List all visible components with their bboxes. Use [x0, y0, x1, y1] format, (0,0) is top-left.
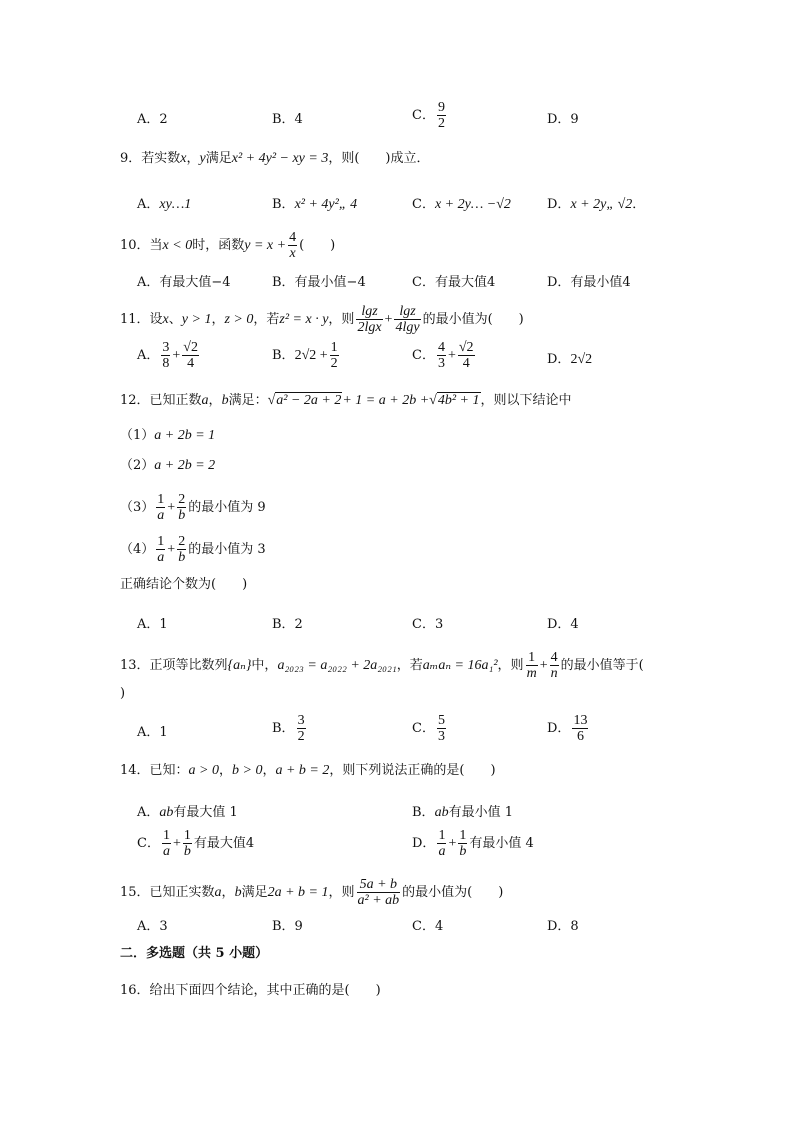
q14-option-c: C． $\frac{1}{a}$ + $\frac{1}{b}$ 有最大值4	[137, 828, 255, 859]
q11-option-c: C． $\frac{4}{3}$ + $\frac{√2}{4}$	[412, 340, 474, 371]
q8-option-b: B．4	[272, 112, 303, 127]
q11-option-b: B．2√2 + $\frac{1}{2}$	[272, 340, 338, 371]
q12-count-question: 正确结论个数为( )	[120, 577, 248, 592]
q8-option-c-numerator: 9	[437, 100, 445, 115]
q14-option-a: A．ab有最大值 1	[137, 805, 238, 820]
q13-option-a: A．1	[137, 725, 168, 740]
q10-option-a: A．有最大值−4	[137, 275, 231, 290]
q9-option-c: C．x + 2y… −√2	[412, 197, 511, 212]
q8-option-a: A．2	[137, 112, 168, 127]
q11-equation: z² = x · y	[279, 312, 329, 327]
q10-fraction: $\frac{4}{x}$	[289, 230, 297, 261]
q9-cond: 满足	[205, 151, 232, 166]
q16-stem: 16．给出下面四个结论，其中正确的是( )	[120, 983, 381, 998]
q11-stem: 11．设x、y > 1，z > 0，若z² = x · y，则 $\frac{\lg z}{2\lg x}$ + $\frac{\lg z}{4\lg y}$ 的最小值为( )	[120, 304, 524, 335]
q8-option-c-denominator: 2	[437, 116, 445, 131]
q13-option-d: D． $\frac{13}{6}$	[547, 713, 588, 744]
q12-option-a: A．1	[137, 617, 168, 632]
q9-var-x: x	[180, 151, 187, 166]
q12-option-b: B．2	[272, 617, 303, 632]
q13-option-c: C． $\frac{5}{3}$	[412, 713, 445, 744]
q15-stem: 15．已知正实数a，b满足2a + b = 1，则 $\frac{5a + b}{\text{a² + ab}}$ 的最小值为( )	[120, 877, 504, 908]
q15-option-d: D．8	[547, 919, 579, 934]
q9-stem	[120, 151, 430, 167]
q9-stem-prefix: 9．若实数	[120, 151, 181, 166]
q13-equation-2: aₘaₙ = 16a₁²	[422, 658, 498, 673]
q12-radical-left: a² − 2a + 2	[276, 393, 342, 408]
q12-stem: 12．已知正数a，b满足：√a² − 2a + 2+ 1 = a + 2b +√4b² + 1，则以下结论中	[120, 393, 572, 408]
q8-option-c-label: C．	[412, 108, 435, 123]
q15-equation: 2a + b = 1	[267, 885, 329, 900]
q11-option-a: A． $\frac{3}{8}$ + $\frac{√2}{4}$	[137, 340, 198, 371]
section-2-title: 二．多选题（共 5 小题）	[120, 946, 269, 961]
q12-conclusion-4: （4） $\frac{1}{a}$ + $\frac{2}{b}$ 的最小值为 3	[120, 534, 266, 565]
q11-option-d: D．2√2	[547, 352, 593, 367]
q13-option-b: B． $\frac{3}{2}$	[272, 713, 305, 744]
q10-stem: 10．当x < 0时，函数y = x + $\frac{4}{x}$ ( )	[120, 230, 336, 261]
q15-fraction: $\frac{5a + b}{\text{a² + ab}}$	[357, 877, 400, 908]
q8-option-c	[412, 100, 448, 131]
q12-conclusion-2: （2）a + 2b = 2	[120, 458, 216, 473]
q14-option-b: B．ab有最小值 1	[412, 805, 513, 820]
q12-conclusion-1: （1）a + 2b = 1	[120, 428, 216, 443]
q9-stem-suffix: ，则( )成立．	[328, 151, 430, 166]
q9-equation: x² + 4y² − xy = 3	[231, 151, 329, 166]
q13-sequence: {aₙ}	[227, 658, 252, 673]
q9-var-y: y	[199, 151, 206, 166]
q9-sep: ，	[186, 151, 200, 166]
q12-radical-right: 4b² + 1	[437, 393, 480, 408]
q10-option-c: C．有最大值4	[412, 275, 496, 290]
q13-stem-close: )	[120, 686, 126, 701]
q10-condition: x < 0	[162, 238, 193, 253]
q15-option-a: A．3	[137, 919, 168, 934]
q10-function: y = x +	[244, 238, 287, 253]
q14-option-d: D． $\frac{1}{a}$ + $\frac{1}{b}$ 有最小值 4	[412, 828, 534, 859]
q15-option-b: B．9	[272, 919, 303, 934]
q10-option-d: D．有最小值4	[547, 275, 631, 290]
q9-option-b: B．x² + 4y²„ 4	[272, 197, 358, 212]
q8-option-c-fraction	[437, 100, 446, 131]
q15-option-c: C．4	[412, 919, 444, 934]
q9-option-d: D．x + 2y„ √2．	[547, 197, 646, 212]
q8-option-d: D．9	[547, 112, 579, 127]
q14-stem: 14．已知：a > 0，b > 0，a + b = 2，则下列说法正确的是( )	[120, 763, 496, 778]
q10-option-b: B．有最小值−4	[272, 275, 366, 290]
q11-fraction-2: $\frac{\lg z}{4\lg y}$	[395, 304, 420, 335]
q12-option-d: D．4	[547, 617, 579, 632]
q13-equation-1: a₂₀₂₃ = a₂₀₂₂ + 2a₂₀₂₁	[277, 658, 397, 673]
q13-stem: 13．正项等比数列{aₙ}中，a₂₀₂₃ = a₂₀₂₂ + 2a₂₀₂₁，若aₘaₙ = 16a₁²，则 $\frac{1}{m}$ + $\frac{4}{n}$ 的最小值等于(	[120, 650, 644, 681]
q9-option-a: A．xy…1	[137, 197, 192, 212]
q12-option-c: C．3	[412, 617, 444, 632]
q11-fraction-1: $\frac{\lg z}{2\lg x}$	[357, 304, 382, 335]
q12-conclusion-3: （3） $\frac{1}{a}$ + $\frac{2}{b}$ 的最小值为 9	[120, 492, 266, 523]
